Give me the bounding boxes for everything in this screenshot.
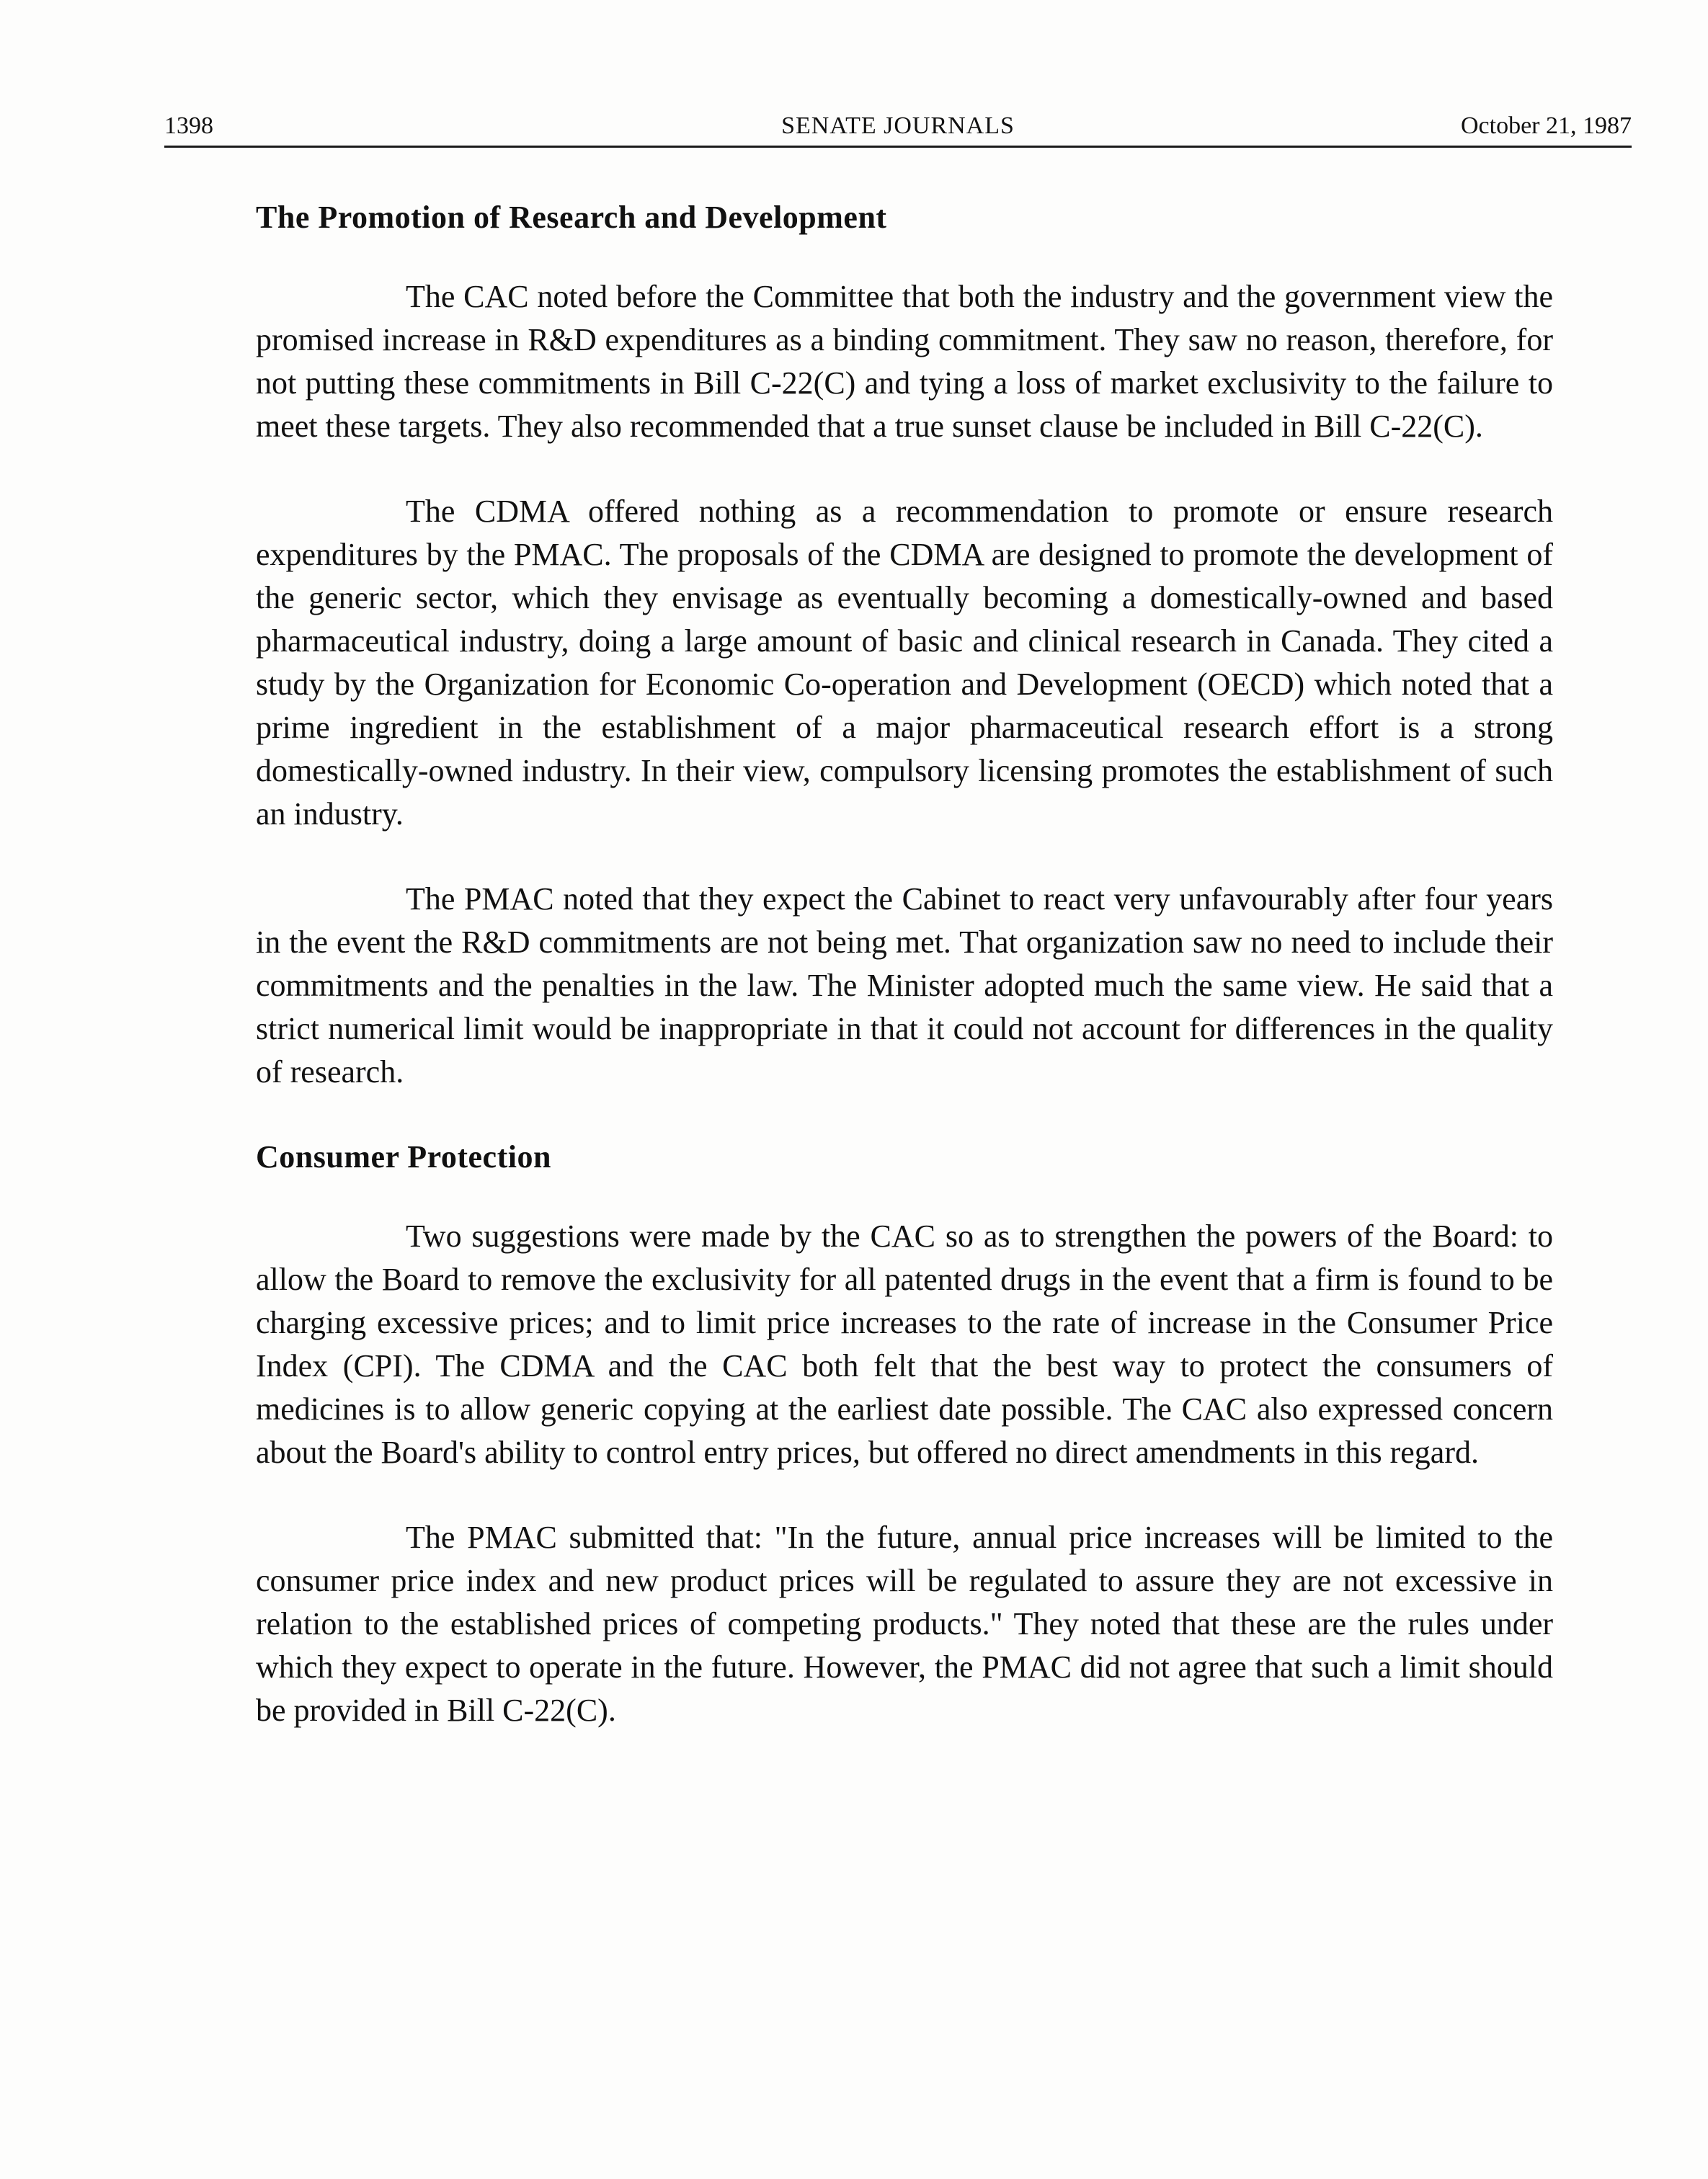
- body-text: [256, 196, 1553, 1774]
- journal-title: SENATE JOURNALS: [781, 112, 1015, 139]
- paragraph: The CAC noted before the Committee that both the industry and the government view the promised increase in R&D expenditures as a binding commitment. They saw no reason, therefore, for not putting these commitments in Bill C-22(C) and tying a loss of market exclusivity to the failure to meet these targets. They also recommended that a true sunset clause be included in Bill C-22(C).: [256, 279, 1553, 444]
- paragraph: Two suggestions were made by the CAC so as to strengthen the powers of the Board: to allow the Board to remove the exclusivity for all patented drugs in the event that a firm is found to be charging excessive prices; and to limit price increases to the rate of increase in the Consumer Price Index (CPI). The CDMA and the CAC both felt that the best way to protect the consumers of medicines is to allow generic copying at the earliest date possible. The CAC also expressed concern about the Board's ability to control entry prices, but offered no direct amendments in this regard.: [256, 1218, 1553, 1470]
- section-heading: The Promotion of Research and Development: [256, 200, 887, 235]
- page-number: 1398: [164, 112, 213, 139]
- paragraph: The CDMA offered nothing as a recommendation to promote or ensure research expenditures by the PMAC. The proposals of the CDMA are designed to promote the development of the generic sector, which they envisage as eventually becoming a domestically-owned and based pharmaceutical industry, doing a large amount of basic and clinical research in Canada. They cited a study by the Organization for Economic Co-operation and Development (OECD) which noted that a prime ingredient in the establishment of a major pharmaceutical research effort is a strong domestically-owned industry. In their view, compulsory licensing promotes the establishment of such an industry.: [256, 494, 1553, 832]
- section-consumer-protection: [256, 1136, 1553, 1732]
- running-header: [164, 107, 1632, 148]
- paragraph: The PMAC submitted that: "In the future, annual price increases will be limited to the consumer price index and new product prices will be regulated to assure they are not excessive in relation to the established prices of competing products." They noted that these are the rules under which they expect to operate in the future. However, the PMAC did not agree that such a limit should be provided in Bill C-22(C).: [256, 1520, 1553, 1728]
- journal-date: October 21, 1987: [1460, 112, 1632, 139]
- section-research-development: [256, 196, 1553, 1094]
- paragraph: The PMAC noted that they expect the Cabinet to react very unfavourably after four years in the event the R&D commitments are not being met. That organization saw no need to include their commitments and the penalties in the law. The Minister adopted much the same view. He said that a strict numerical limit would be inappropriate in that it could not account for differences in the quality of research.: [256, 881, 1553, 1090]
- section-heading: Consumer Protection: [256, 1139, 551, 1175]
